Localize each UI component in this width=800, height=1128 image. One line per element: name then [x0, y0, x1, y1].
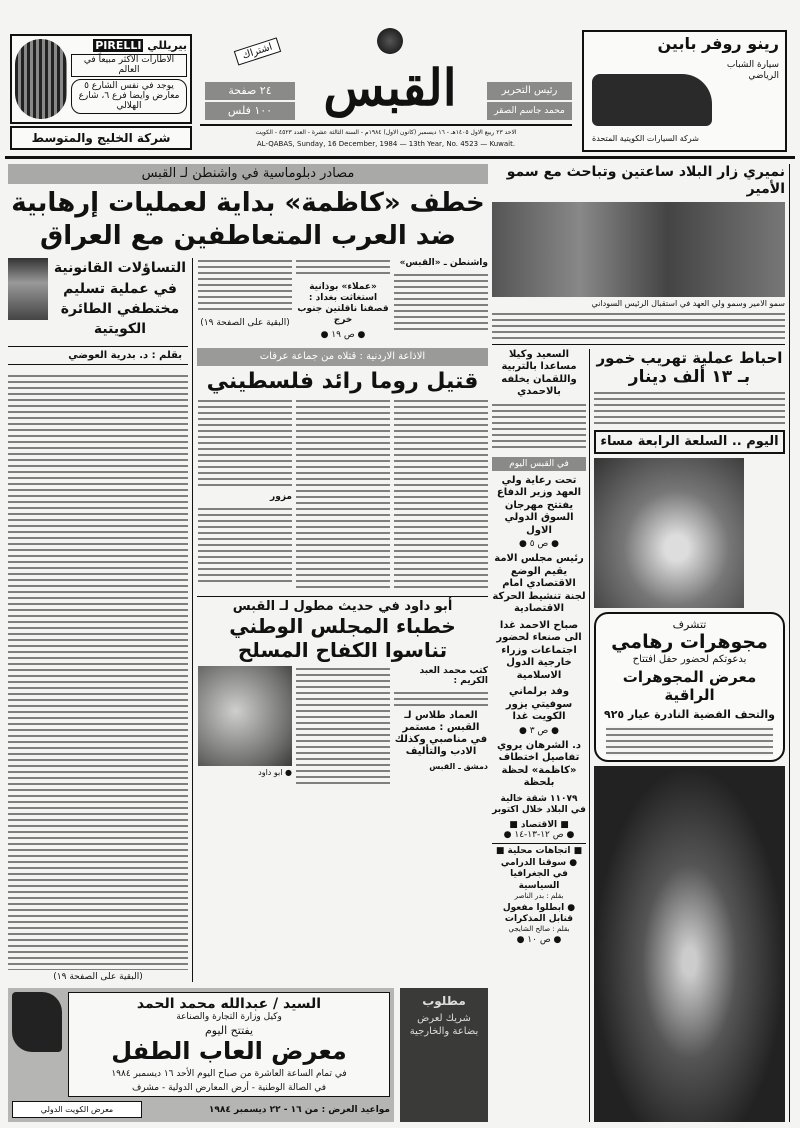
date-line-ar: الاحد ٢٣ ربيع الاول ١٤٠٥هـ - ١٦ ديسمبر (كانون الاول) ١٩٨٤م - السنة الثالثة عشرة - العدد ٤٥٢٣ - الكويت [255, 129, 517, 136]
smuggling-headline-2: بـ ١٣ ألف دينار [628, 366, 751, 387]
lead-body-row [197, 258, 488, 343]
lead-dateline: واشنطن ـ «القبس» [399, 258, 488, 269]
right-main-row [492, 344, 785, 1122]
jewel-company: مجوهرات رهامي [611, 630, 768, 653]
brief-1: السعيد وكيلا مساعدا بالتربية واللقمان يخلفه بالاحمدي [501, 348, 577, 398]
opinion-head-row [8, 258, 188, 339]
right-region [492, 164, 790, 1122]
date-line-en: AL-QABAS, Sunday, 16 December, 1984 — 13th Year, No. 4523 — Kuwait. [256, 140, 516, 148]
today-banner: اليوم .. السلعة الرابعة مساء [594, 430, 785, 454]
toys-sponsor: السيد / عبدالله محمد الحمد [136, 995, 322, 1012]
lead-subhead: «عملاء» بوذانية استغاثت بغداد : قصفنا ناقلتين جنوب خرج [297, 282, 389, 325]
jewelry-photo [594, 458, 744, 608]
toys-sponsor-title: وكيل وزارة التجارة والصناعة [176, 1011, 282, 1022]
wanted-text: شريك لعرض بضاعة والخارجية [409, 1012, 479, 1037]
newspaper-logo: القبس [323, 58, 457, 117]
brief-10: ١١٠٧٩ شقة خالية في البلاد خلال اكتوبر [492, 793, 586, 815]
toys-ad [8, 988, 394, 1122]
renault-title: رينو روفر بابين [657, 34, 779, 53]
brief-3: تحت رعاية ولي العهد وزير الدفاع يفتتح مهرجان السوق الدولي الاول [496, 474, 582, 536]
palestinian-body-text [198, 506, 292, 586]
toys-ad-top [12, 992, 390, 1097]
abu-daoud-headline-1: خطباء المجلس الوطني [229, 613, 456, 638]
jewel-intro: تتشرف [672, 617, 707, 631]
palestinian-body-text [296, 398, 390, 588]
palestinian-col-3 [198, 398, 292, 590]
lead-headline-1: خطف «كاظمة» بداية لعمليات إرهابية [11, 188, 485, 218]
toys-time: في تمام الساعة العاشرة من صباح اليوم الأحد ١٦ ديسمبر ١٩٨٤ [111, 1068, 347, 1079]
left-region [8, 164, 488, 1122]
abu-daoud-side-head: العماد طلاس لـ القبس : مستمر في مناصبي وكذلك الادب والتأليف [394, 709, 488, 757]
smuggling-headline-1: احباط عملية تهريب خمور [596, 348, 783, 367]
lead-kicker: مصادر دبلوماسية في واشنطن لـ القبس [8, 164, 488, 184]
abu-daoud-body-text [296, 666, 390, 786]
price: ١٠٠ فلس [205, 102, 295, 120]
tire-image [15, 39, 67, 119]
masthead-rule [200, 124, 572, 126]
brief-body-text [492, 402, 586, 452]
vase-photo [594, 766, 785, 1122]
abu-daoud-side-text [394, 690, 488, 706]
brief-page-ref: ● ص ٥ ● [518, 539, 560, 550]
abu-daoud-headline-2: تناسوا الكفاح المسلح [237, 637, 448, 662]
lead-col-1 [394, 258, 488, 343]
palestinian-body-text [198, 398, 292, 488]
pirelli-tagline: الاطارات الاكثر مبيعاً في العالم [71, 54, 187, 77]
nimeiri-headline: نميري زار البلاد ساعتين وتباحث مع سمو الأمير [506, 164, 785, 197]
gulf-company-ad [10, 126, 192, 150]
toys-place: في الصالة الوطنية - أرض المعارض الدولية - مشرف [131, 1083, 327, 1093]
opinion-body-text [8, 373, 188, 970]
bottom-ads-row [8, 988, 488, 1122]
abu-daoud-kicker: أبو داود في حديث مطول لـ القبس [197, 596, 488, 614]
nimeiri-photo [492, 202, 785, 297]
nimeiri-caption: سمو الامير وسمو ولي العهد في استقبال الرئيس السوداني [591, 298, 785, 308]
lead-headline-2: ضد العرب المتعاطفين مع العراق [40, 221, 456, 252]
middle-column [192, 258, 488, 982]
opinion-byline: بقلم : د. بدرية العوضي [8, 346, 188, 365]
toys-open: يفتتح اليوم [204, 1023, 254, 1037]
page-top-rule [5, 156, 795, 159]
pirelli-ad [10, 34, 192, 124]
palestinian-body-row [197, 398, 488, 590]
toys-ad-panel [68, 992, 390, 1097]
jewel-details [606, 726, 773, 756]
palestinian-subhead: مزور [270, 491, 292, 502]
brief-local-2: ● ابطلوا مفعول قنابل المذكرات [502, 902, 576, 925]
pirelli-content [71, 39, 187, 119]
pirelli-ar: بيريللي [147, 39, 187, 52]
wanted-title: مطلوب [422, 993, 466, 1008]
nimeiri-body-text [492, 311, 785, 339]
abu-daoud-col-1 [394, 666, 488, 786]
jewel-silver: والتحف الفضية النادرة عيار ٩٢٥ [603, 707, 775, 721]
jewel-title: معرض المجوهرات الراقية [622, 667, 757, 704]
author-photo [8, 258, 48, 320]
pages-count: ٢٤ صفحة [205, 82, 295, 100]
lead-col-2 [296, 258, 390, 343]
renault-ad [582, 30, 787, 152]
smuggling-column [589, 349, 785, 1122]
logo-emblem [375, 26, 405, 56]
brief-5: رئيس مجلس الامة يقيم الوضع الاقتصادي امام لجنة تنشيط الحركة الاقتصادية [492, 553, 586, 615]
lead-continued: (البقية على الصفحة ١٩) [200, 318, 290, 329]
lead-page-ref: ● ص ١٩ ● [320, 329, 366, 340]
toys-logo [12, 992, 62, 1052]
brief-in-qabas-today: في القبس اليوم [492, 457, 586, 471]
briefs-column [492, 349, 589, 1122]
brief-page-ref: ● ص ٣ ● [518, 725, 560, 736]
brief-local-2-author: بقلم : صالح الشايجي [508, 925, 570, 934]
toys-dates: مواعيد العرض : من ١٦ - ٢٢ ديسمبر ١٩٨٤ [208, 1104, 390, 1115]
brief-local-trends: ■ اتجاهات محلية ■ [492, 843, 586, 856]
abu-daoud-col-3 [198, 666, 292, 786]
opinion-continued: (البقية على الصفحة ١٩) [53, 971, 143, 982]
jewelry-ad [594, 612, 785, 762]
car-image [592, 74, 712, 126]
abu-daoud-body-row [197, 666, 488, 786]
abu-daoud-side-dateline: دمشق ـ القبس [429, 761, 488, 771]
opinion-column [8, 258, 192, 982]
toys-ad-bottom [12, 1101, 390, 1118]
brief-6: صباح الاحمد غدا الى صنعاء لحضور اجتماعات وزراء خارجية الدول الاسلامية [496, 619, 582, 681]
renault-company: شركة السيارات الكويتية المتحدة [592, 134, 699, 143]
abu-daoud-caption: ● ابو داود [258, 767, 292, 777]
subscription-tag: اشتراك [234, 37, 281, 65]
gulf-company-name: شركة الخليج والمتوسط [31, 131, 171, 145]
brief-9: د. الشرهان يروي تفاصيل اختطاف «كاظمة» لحظة بلحظة [496, 739, 582, 789]
wanted-ad [400, 988, 488, 1122]
brief-economy: ■ الاقتصاد ■ [509, 820, 569, 831]
editor-name: محمد جاسم الصقر [487, 102, 572, 120]
lead-col-3 [198, 258, 292, 343]
abu-daoud-photo [198, 666, 292, 766]
brief-page-ref: ● ص ١٠ ● [516, 935, 562, 946]
lead-body-text [394, 272, 488, 330]
palestinian-headline: قتيل روما رائد فلسطيني [206, 368, 479, 394]
palestinian-body-text [394, 398, 488, 588]
palestinian-kicker: الاذاعة الاردنية : قتلاه من جماعة عرفات [197, 348, 488, 366]
left-main-row [8, 258, 488, 982]
abu-daoud-byline: كتب محمد العبد الكريم : [419, 665, 488, 686]
renault-subtitle: سيارة الشباب الرياضي [726, 60, 779, 81]
editor-label: رئيس التحرير [487, 82, 572, 100]
opinion-headline: التساؤلات القانونية في عملية تسليم مختطفي الطائرة الكويتية [53, 260, 187, 338]
jewel-invite: بدعوتكم لحضور حفل افتتاح [632, 653, 747, 665]
brief-7: وفد برلماني سوفيتي يزور الكويت غدا [505, 686, 573, 723]
pirelli-text: يوجد في نفس الشارع ٥ معارض وايضا فرع ٦، شارع الهلالي [71, 79, 187, 114]
smuggling-body-text [594, 390, 785, 426]
brief-local-1-author: بقلم : بدر الناصر [514, 891, 564, 900]
toys-organizer: معرض الكويت الدولي [12, 1101, 142, 1118]
brief-local-1: ● سوقنا الدرامي في الجغرافيا السياسية [500, 858, 578, 891]
brief-economy-pages: ● ص ١٢-١٣-١٤ ● [503, 830, 575, 841]
lead-body-text [198, 258, 292, 314]
pirelli-en: PIRELLI [95, 39, 142, 52]
toys-title: معرض العاب الطفل [111, 1036, 347, 1065]
lead-body-text [296, 258, 390, 278]
pirelli-brand [71, 39, 187, 52]
